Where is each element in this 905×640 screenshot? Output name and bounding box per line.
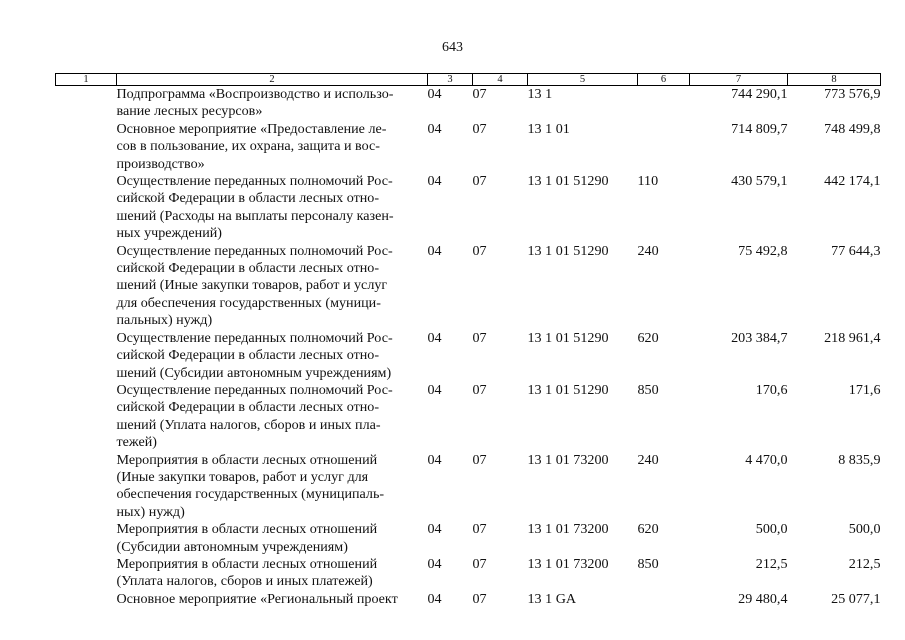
header-col-4: 4 [473, 74, 528, 86]
table-row [56, 452, 881, 522]
row-year2-cell: 748 499,8 [824, 120, 881, 137]
row-name-line: Мероприятия в области лесных отношений [116, 521, 378, 538]
header-col-5: 5 [528, 74, 638, 86]
table-row [56, 121, 881, 173]
row-section-cell: 04 [427, 521, 442, 538]
row-name-line: Подпрограмма «Воспроизводство и использо- [116, 86, 394, 102]
header-col-8: 8 [788, 74, 881, 86]
row-year1-cell: 203 384,7 [731, 329, 788, 346]
table-row [56, 330, 881, 382]
row-subsection-cell: 07 [472, 86, 487, 102]
row-name-line: обеспечения государственных (муниципаль- [116, 486, 385, 503]
row-expense-cell [638, 86, 690, 121]
row-name-line: шений (Уплата налогов, сборов и иных пла- [116, 416, 381, 433]
row-year1-cell: 75 492,8 [738, 242, 788, 259]
table-header [56, 74, 881, 86]
row-target-cell: 13 1 [527, 86, 553, 102]
header-col-1: 1 [56, 74, 117, 86]
row-col-1-cell [56, 121, 117, 173]
row-col-1-cell [56, 330, 117, 382]
row-target-cell: 13 1 01 [527, 120, 570, 137]
row-name-cell [117, 452, 428, 522]
row-name-line: для обеспечения государственных (муници- [116, 294, 381, 311]
row-name-line: сийской Федерации в области лесных отно- [116, 347, 380, 364]
row-target-cell: 13 1 01 51290 [527, 242, 609, 259]
row-name-line: вание лесных ресурсов» [116, 103, 263, 120]
header-col-6: 6 [638, 74, 690, 86]
row-name-line: производство» [116, 155, 205, 172]
row-subsection-cell: 07 [472, 590, 487, 607]
row-year2-cell: 25 077,1 [831, 590, 881, 607]
row-name-line: Осуществление переданных полномочий Рос- [116, 173, 393, 190]
table-row [56, 86, 881, 121]
table-row [56, 173, 881, 243]
row-expense-cell: 240 [637, 242, 659, 259]
row-year2-cell: 500,0 [848, 521, 881, 538]
row-name-line: (Иные закупки товаров, работ и услуг для [116, 468, 369, 485]
row-name-line: Мероприятия в области лесных отношений [116, 451, 378, 468]
row-section-cell: 04 [427, 590, 442, 607]
row-col-1-cell [56, 86, 117, 121]
row-year1-cell: 212,5 [755, 555, 788, 572]
row-year1-cell: 500,0 [755, 521, 788, 538]
row-target-cell: 13 1 01 73200 [527, 521, 609, 538]
row-name-cell [117, 556, 428, 591]
row-name-line: шений (Расходы на выплаты персоналу казен- [116, 207, 394, 224]
row-section-cell: 04 [427, 86, 442, 102]
row-year1-cell: 714 809,7 [731, 120, 788, 137]
row-name-line: сийской Федерации в области лесных отно- [116, 260, 380, 277]
header-col-7: 7 [690, 74, 788, 86]
row-year1-cell: 170,6 [755, 381, 788, 398]
row-expense-cell: 110 [637, 173, 659, 190]
row-section-cell: 04 [427, 329, 442, 346]
row-name-cell [117, 521, 428, 556]
table-row [56, 382, 881, 452]
row-expense-cell: 620 [637, 521, 659, 538]
row-name-cell [117, 591, 428, 608]
row-expense-cell [638, 591, 690, 608]
row-col-1-cell [56, 382, 117, 452]
row-target-cell: 13 1 01 73200 [527, 451, 609, 468]
row-name-line: шений (Субсидии автономным учреждениям) [116, 364, 392, 381]
row-name-cell [117, 330, 428, 382]
row-section-cell: 04 [427, 555, 442, 572]
row-target-cell: 13 1 01 51290 [527, 381, 609, 398]
table-row [56, 243, 881, 330]
row-name-line: Осуществление переданных полномочий Рос- [116, 242, 393, 259]
row-name-cell [117, 382, 428, 452]
row-name-cell [117, 173, 428, 243]
row-col-1-cell [56, 173, 117, 243]
row-subsection-cell: 07 [472, 555, 487, 572]
row-year2-cell: 212,5 [848, 555, 881, 572]
table-body [56, 86, 881, 609]
row-subsection-cell: 07 [472, 451, 487, 468]
row-name-line: Осуществление переданных полномочий Рос- [116, 329, 393, 346]
row-col-1-cell [56, 521, 117, 556]
row-col-1-cell [56, 243, 117, 330]
row-year2-cell: 773 576,9 [824, 86, 881, 102]
row-section-cell: 04 [427, 120, 442, 137]
row-name-line: Мероприятия в области лесных отношений [116, 555, 378, 572]
row-col-1-cell [56, 556, 117, 591]
row-subsection-cell: 07 [472, 521, 487, 538]
row-name-line: пальных) нужд) [116, 312, 213, 329]
page-number: 643 [442, 40, 463, 55]
row-name-line: (Уплата налогов, сборов и иных платежей) [116, 573, 373, 590]
row-year2-cell: 8 835,9 [838, 451, 881, 468]
row-name-cell [117, 243, 428, 330]
row-year1-cell: 29 480,4 [738, 590, 788, 607]
row-name-line: (Субсидии автономным учреждениям) [116, 538, 348, 555]
row-expense-cell: 620 [637, 329, 659, 346]
row-year1-cell: 744 290,1 [731, 86, 788, 102]
row-subsection-cell: 07 [472, 173, 487, 190]
row-year2-cell: 442 174,1 [824, 173, 881, 190]
row-year2-cell: 171,6 [848, 381, 881, 398]
row-section-cell: 04 [427, 451, 442, 468]
table-row [56, 556, 881, 591]
row-year1-cell: 430 579,1 [731, 173, 788, 190]
row-subsection-cell: 07 [472, 329, 487, 346]
table-row [56, 591, 881, 608]
row-subsection-cell: 07 [472, 242, 487, 259]
row-target-cell: 13 1 01 73200 [527, 555, 609, 572]
row-name-cell [117, 86, 428, 121]
row-expense-cell [638, 121, 690, 173]
row-name-line: сийской Федерации в области лесных отно- [116, 399, 380, 416]
row-target-cell: 13 1 01 51290 [527, 173, 609, 190]
header-col-3: 3 [428, 74, 473, 86]
row-col-1-cell [56, 452, 117, 522]
row-name-line: Основное мероприятие «Региональный проект [116, 590, 398, 607]
budget-table [55, 73, 881, 608]
row-subsection-cell: 07 [472, 120, 487, 137]
row-col-1-cell [56, 591, 117, 608]
row-name-line: ных учреждений) [116, 225, 223, 242]
row-name-line: ных) нужд) [116, 503, 185, 520]
row-subsection-cell: 07 [472, 381, 487, 398]
row-section-cell: 04 [427, 173, 442, 190]
row-name-line: сийской Федерации в области лесных отно- [116, 190, 380, 207]
row-name-cell [117, 121, 428, 173]
row-expense-cell: 850 [637, 555, 659, 572]
row-year1-cell: 4 470,0 [745, 451, 788, 468]
row-name-line: шений (Иные закупки товаров, работ и услуг [116, 277, 388, 294]
row-name-line: тежей) [116, 434, 157, 451]
header-col-2: 2 [117, 74, 428, 86]
row-section-cell: 04 [427, 381, 442, 398]
row-name-line: Основное мероприятие «Предоставление ле- [116, 120, 387, 137]
row-target-cell: 13 1 GA [527, 590, 577, 607]
row-expense-cell: 850 [637, 381, 659, 398]
row-section-cell: 04 [427, 242, 442, 259]
row-name-line: Осуществление переданных полномочий Рос- [116, 381, 393, 398]
row-name-line: сов в пользование, их охрана, защита и вос- [116, 138, 380, 155]
row-expense-cell: 240 [637, 451, 659, 468]
row-target-cell: 13 1 01 51290 [527, 329, 609, 346]
table-row [56, 521, 881, 556]
row-year2-cell: 77 644,3 [831, 242, 881, 259]
row-year2-cell: 218 961,4 [824, 329, 881, 346]
header-row [56, 74, 881, 86]
